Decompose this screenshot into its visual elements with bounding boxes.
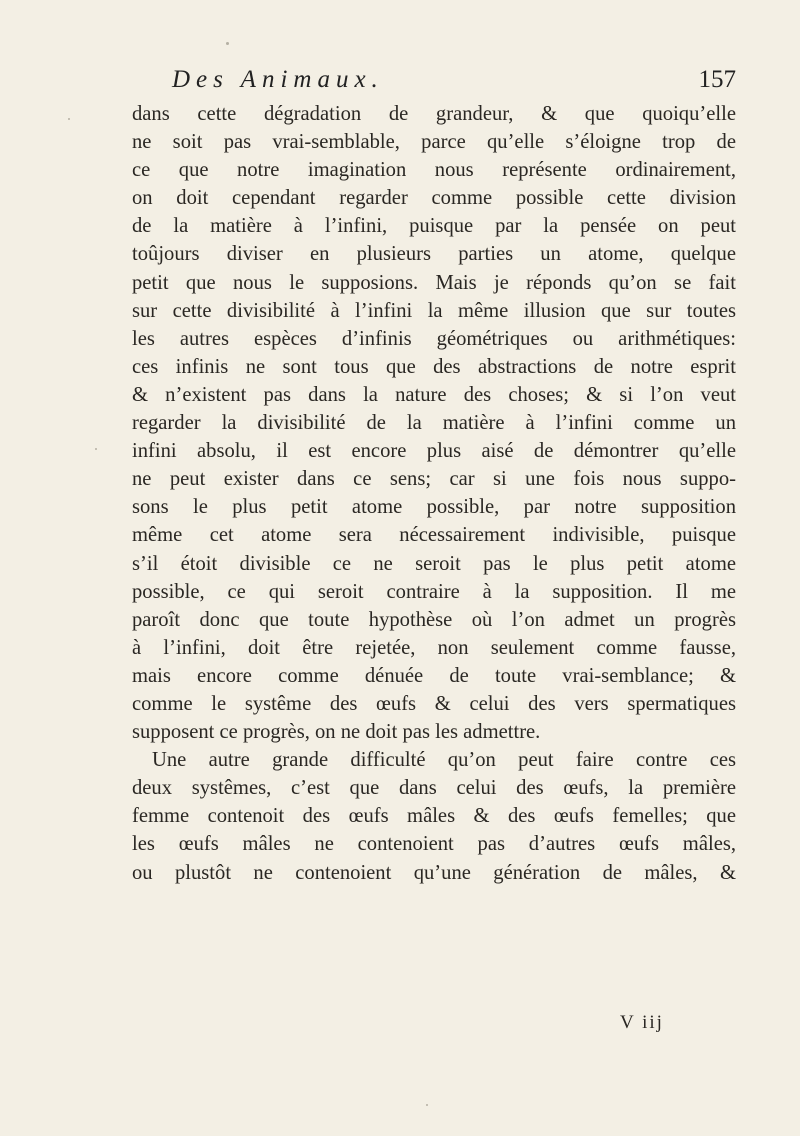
text-line: les autres espèces d’infinis géométriques ou arithmétiques: — [132, 327, 736, 350]
text-line: femme contenoit des œufs mâles & des œufs femelles; que — [132, 805, 736, 828]
text-line: ou plustôt ne contenoient qu’une génération de mâles, & — [132, 861, 736, 884]
text-line: mais encore comme dénuée de toute vrai-semblance; & — [132, 664, 736, 687]
paper-speck — [95, 448, 97, 450]
running-head — [172, 66, 740, 96]
text-line: paroît donc que toute hypothèse où l’on admet un progrès — [132, 608, 736, 631]
text-line: sons le plus petit atome possible, par notre supposition — [132, 496, 736, 519]
text-line: s’il étoit divisible ce ne seroit pas le plus petit atome — [132, 552, 736, 575]
text-line: les œufs mâles ne contenoient pas d’autres œufs mâles, — [132, 833, 736, 856]
text-line: ne soit pas vrai-semblable, parce qu’elle s’éloigne trop de — [132, 131, 736, 154]
body-text — [132, 100, 736, 887]
signature-mark: V iij — [620, 1012, 664, 1033]
paper-speck — [68, 118, 70, 120]
text-line: possible, ce qui seroit contraire à la supposition. Il me — [132, 580, 736, 603]
text-line: même cet atome sera nécessairement indivisible, puisque — [132, 524, 736, 547]
text-line-paragraph-start: Une autre grande difficulté qu’on peut faire contre ces — [152, 749, 736, 772]
text-line: infini absolu, il est encore plus aisé de démontrer qu’elle — [132, 440, 736, 463]
text-line: comme le systême des œufs & celui des vers spermatiques — [132, 692, 736, 715]
text-line: petit que nous le supposions. Mais je réponds qu’on se fait — [132, 271, 736, 294]
running-title: Des Animaux. — [172, 66, 384, 93]
text-line: supposent ce progrès, on ne doit pas les admettre. — [132, 721, 541, 744]
text-line: toûjours diviser en plusieurs parties un atome, quelque — [132, 243, 736, 266]
paper-speck — [426, 1104, 428, 1106]
page-number: 157 — [698, 66, 736, 93]
text-line: deux systêmes, c’est que dans celui des œufs, la première — [132, 777, 736, 800]
text-line: ce que notre imagination nous représente ordinairement, — [132, 159, 736, 182]
text-line: & n’existent pas dans la nature des choses; & si l’on veut — [132, 383, 736, 406]
paper-speck — [226, 42, 229, 45]
text-line: sur cette divisibilité à l’infini la même illusion que sur toutes — [132, 299, 736, 322]
text-line: ces infinis ne sont tous que des abstractions de notre esprit — [132, 355, 736, 378]
text-line: regarder la divisibilité de la matière à l’infini comme un — [132, 412, 736, 435]
text-line: de la matière à l’infini, puisque par la pensée on peut — [132, 215, 736, 238]
text-line: dans cette dégradation de grandeur, & que quoiqu’elle — [132, 103, 736, 125]
text-line: ne peut exister dans ce sens; car si une fois nous suppo- — [132, 468, 736, 491]
text-line: à l’infini, doit être rejetée, non seulement comme fausse, — [132, 636, 736, 659]
text-line: on doit cependant regarder comme possible cette division — [132, 187, 736, 210]
